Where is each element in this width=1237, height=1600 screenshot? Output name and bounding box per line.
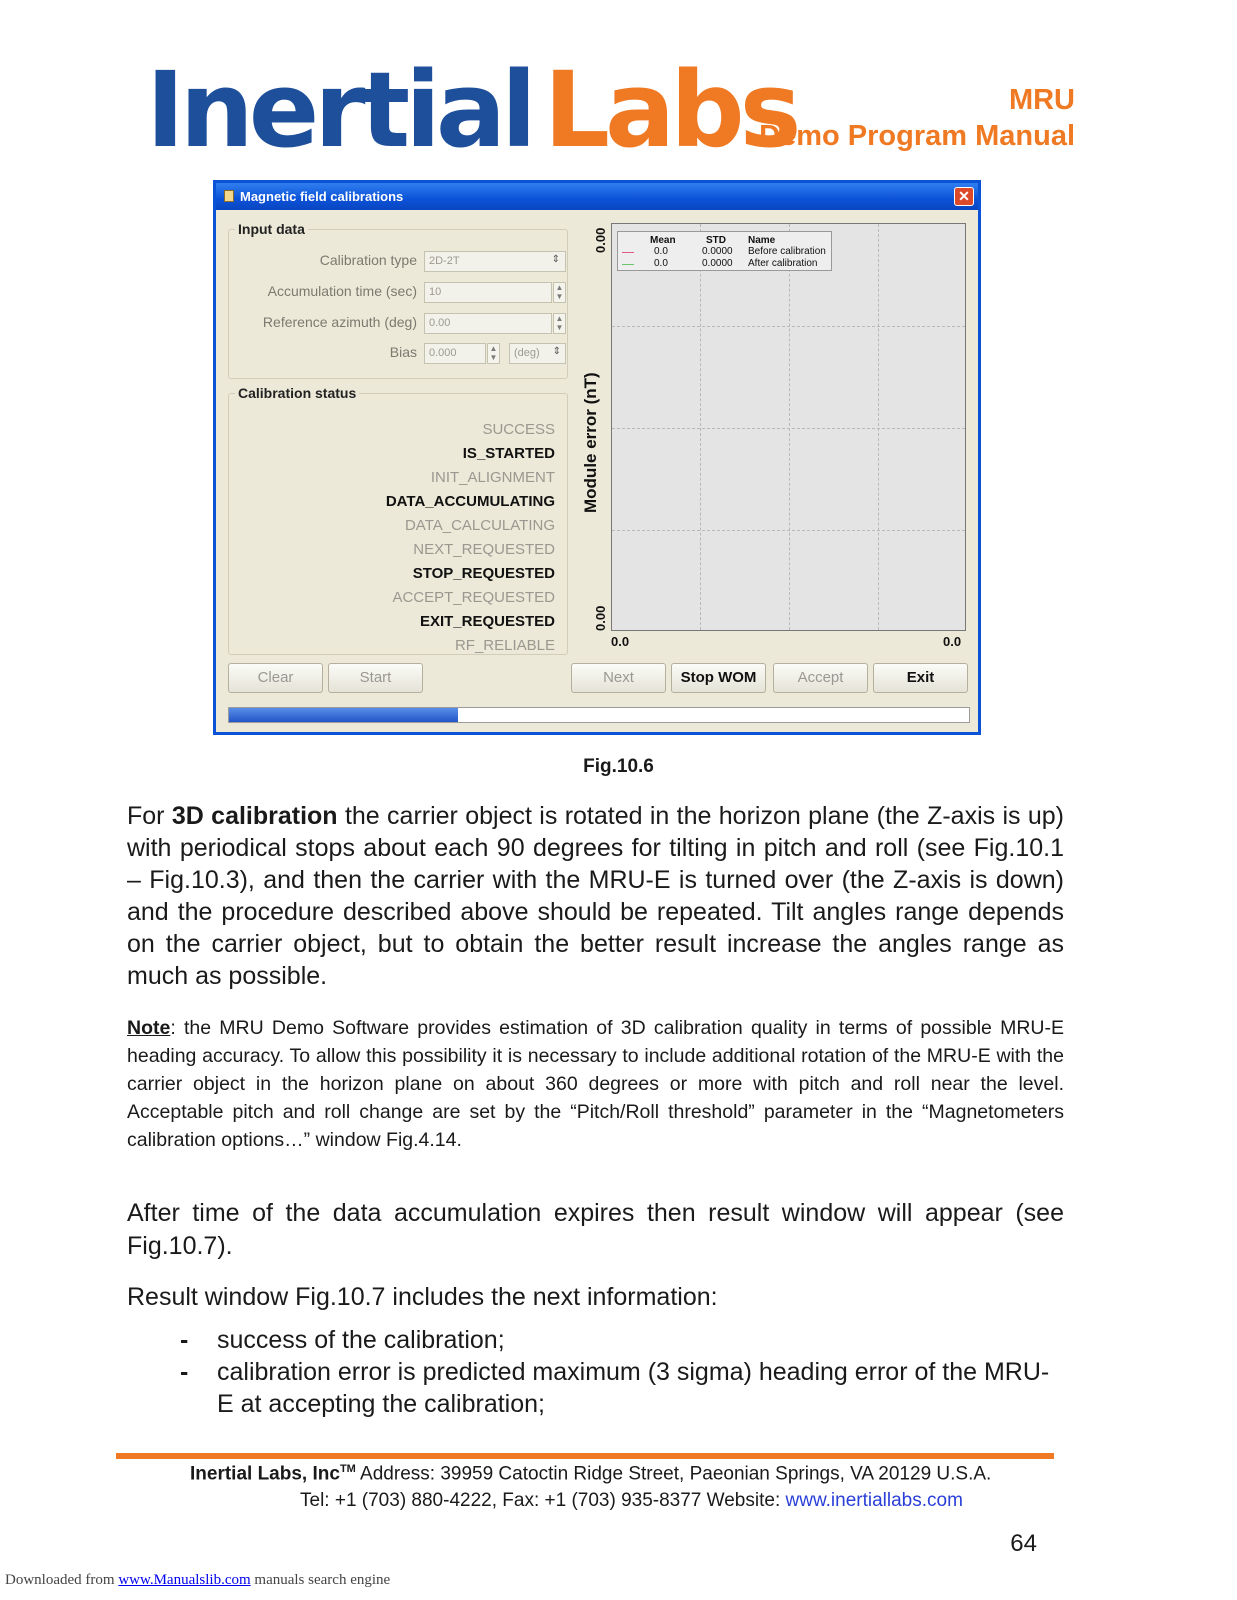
bias-spin-icon[interactable]: ▲ ▼ xyxy=(487,343,500,364)
grid-line xyxy=(700,224,701,630)
accumulation-time-label: Accumulation time (sec) xyxy=(267,283,417,299)
bias-value: 0.000 xyxy=(429,347,457,359)
bias-unit-select[interactable] xyxy=(509,343,566,364)
legend-swatch-before xyxy=(622,252,634,253)
calibration-dialog xyxy=(213,180,981,735)
window-icon xyxy=(224,190,234,202)
reference-azimuth-input[interactable] xyxy=(424,313,552,334)
exit-button[interactable]: Exit xyxy=(873,663,968,693)
dialog-title: Magnetic field calibrations xyxy=(240,189,404,204)
clear-button[interactable]: Clear xyxy=(228,663,323,693)
legend-swatch-after xyxy=(622,264,634,265)
list-item-text: calibration error is predicted maximum (3 sigma) heading error of the MRU-E at accepting the calibration; xyxy=(217,1358,1050,1418)
accept-button[interactable]: Accept xyxy=(773,663,868,693)
x-tick-left: 0.0 xyxy=(611,634,630,649)
bias-label: Bias xyxy=(389,344,417,360)
grid-line xyxy=(612,326,965,327)
calibration-type-label: Calibration type xyxy=(319,252,417,268)
download-suffix: manuals search engine xyxy=(250,1572,391,1588)
paragraph-result-window: After time of the data accumulation expires then result window will appear (see Fig.10.7). xyxy=(127,1199,1064,1260)
p1-lead: For xyxy=(127,802,172,830)
bias-unit-value: (deg) xyxy=(514,347,540,359)
paragraph-result-info: Result window Fig.10.7 includes the next information: xyxy=(127,1283,718,1311)
company-logo xyxy=(146,49,797,171)
status-exit-requested: EXIT_REQUESTED xyxy=(419,613,555,630)
doc-title-line2: Demo Program Manual xyxy=(759,120,1075,153)
azimuth-spin-icon[interactable]: ▲ ▼ xyxy=(553,313,566,334)
reference-azimuth-label: Reference azimuth (deg) xyxy=(262,314,417,330)
grid-line xyxy=(612,530,965,531)
legend-mean-before: 0.0 xyxy=(654,246,668,257)
logo-word-labs: Labs xyxy=(543,49,797,171)
bullet-marker: - xyxy=(180,1358,189,1386)
select-arrows-icon: ⇕ xyxy=(552,346,561,357)
document-title xyxy=(759,82,1075,155)
accumulation-spin-icon[interactable]: ▲ ▼ xyxy=(553,282,566,303)
status-data-accumulating: DATA_ACCUMULATING xyxy=(385,493,555,510)
input-data-group xyxy=(228,221,568,379)
status-is-started: IS_STARTED xyxy=(462,445,555,462)
legend-std-before: 0.0000 xyxy=(702,246,733,257)
plot-y-axis-label: Module error (nT) xyxy=(581,372,600,513)
note-text: : the MRU Demo Software provides estimation of 3D calibration quality in terms of possible MRU-E heading accuracy. To allow this possibility it is necessary to include additional rotation of the MRU-E with the carrier object in the horizon plane on about 360 degrees or more with pitch and roll near the level. Acceptable pitch and roll change are set by the “Pitch/Roll threshold” parameter in the “Magnetometers calibration options…” window Fig.4.14. xyxy=(127,1017,1064,1151)
input-data-title: Input data xyxy=(235,221,308,237)
bias-input[interactable] xyxy=(424,343,486,364)
legend-header-std: STD xyxy=(706,235,726,246)
grid-line xyxy=(612,428,965,429)
status-accept-requested: ACCEPT_REQUESTED xyxy=(392,589,555,606)
select-arrows-icon: ⇕ xyxy=(551,254,560,265)
calibration-status-title: Calibration status xyxy=(235,385,359,401)
footer-contact-line xyxy=(300,1490,963,1512)
status-success: SUCCESS xyxy=(482,421,555,438)
figure-caption: Fig.10.6 xyxy=(583,756,654,777)
close-icon[interactable]: ✕ xyxy=(954,187,974,206)
footer-company: Inertial Labs, Inc xyxy=(190,1463,340,1485)
status-next-requested: NEXT_REQUESTED xyxy=(413,541,555,558)
p1-bold-term: 3D calibration xyxy=(171,802,338,830)
calibration-type-select[interactable] xyxy=(424,251,566,272)
calibration-type-value: 2D-2T xyxy=(429,255,460,267)
y-tick-top: 0.00 xyxy=(593,227,608,253)
list-item-text: success of the calibration; xyxy=(217,1326,505,1354)
legend-mean-after: 0.0 xyxy=(654,258,668,269)
calibration-status-group xyxy=(228,385,568,655)
progress-fill xyxy=(229,708,458,722)
paragraph-3d-calibration xyxy=(127,800,1064,992)
module-error-plot xyxy=(611,223,966,631)
p1-rest: the carrier object is rotated in the horizon plane (the Z-axis is up) with periodical stops about each 90 degrees for tilting in pitch and roll (see Fig.10.1 – Fig.10.3), and then the carrier with the MRU-E is turned over (the Z-axis is down) and the procedure described above should be repeated. Tilt angles range depends on the carrier object, but to obtain the better result increase the angles range as much as possible. xyxy=(127,802,1065,990)
bullet-marker: - xyxy=(180,1326,189,1354)
footer-divider xyxy=(116,1453,1054,1459)
doc-title-line1: MRU xyxy=(1008,84,1075,116)
dialog-titlebar xyxy=(216,183,978,210)
calibration-progress-bar xyxy=(228,707,970,723)
legend-header-mean: Mean xyxy=(650,235,676,246)
footer-website-link[interactable]: www.inertiallabs.com xyxy=(785,1490,963,1511)
manualslib-link[interactable]: www.Manualslib.com xyxy=(118,1572,251,1588)
footer-address-line xyxy=(190,1463,991,1485)
logo-word-inertial: Inertial xyxy=(146,49,532,171)
status-rf-reliable: RF_RELIABLE xyxy=(454,637,555,654)
x-tick-right: 0.0 xyxy=(943,634,962,649)
note-paragraph xyxy=(127,1014,1064,1154)
footer-contact: Tel: +1 (703) 880-4222, Fax: +1 (703) 935-8377 Website: xyxy=(300,1490,786,1511)
download-notice xyxy=(5,1572,390,1589)
reference-azimuth-value: 0.00 xyxy=(429,317,451,329)
grid-line xyxy=(878,224,879,630)
trademark-mark: TM xyxy=(339,1463,356,1475)
stop-wom-button[interactable]: Stop WOM xyxy=(671,663,766,693)
footer-address: Address: 39959 Catoctin Ridge Street, Paeonian Springs, VA 20129 U.S.A. xyxy=(355,1463,992,1485)
status-data-calculating: DATA_CALCULATING xyxy=(404,517,555,534)
legend-header-name: Name xyxy=(748,235,776,246)
page-number: 64 xyxy=(1010,1530,1037,1557)
next-button[interactable]: Next xyxy=(571,663,666,693)
note-label: Note xyxy=(127,1017,171,1039)
y-tick-bottom: 0.00 xyxy=(593,605,608,631)
status-init-alignment: INIT_ALIGNMENT xyxy=(430,469,555,486)
accumulation-time-value: 10 xyxy=(429,286,442,298)
legend-name-before: Before calibration xyxy=(748,246,826,257)
status-stop-requested: STOP_REQUESTED xyxy=(412,565,555,582)
start-button[interactable]: Start xyxy=(328,663,423,693)
download-prefix: Downloaded from xyxy=(5,1572,119,1588)
grid-line xyxy=(789,224,790,630)
plot-legend xyxy=(617,231,832,271)
accumulation-time-input[interactable] xyxy=(424,282,552,303)
legend-name-after: After calibration xyxy=(748,258,818,269)
legend-std-after: 0.0000 xyxy=(702,258,733,269)
